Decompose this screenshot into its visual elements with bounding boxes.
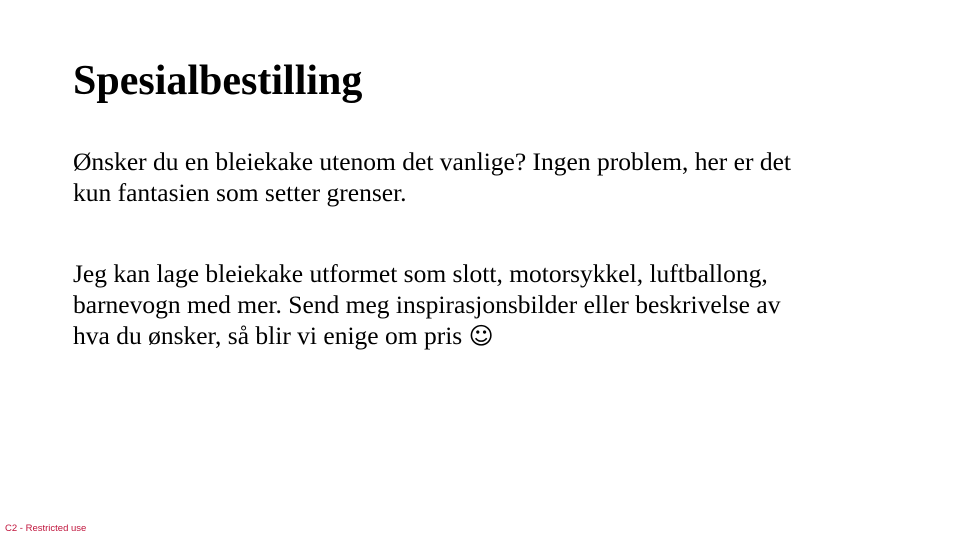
slide-body xyxy=(73,146,933,352)
paragraph-line: Ønsker du en bleiekake utenom det vanlige? Ingen problem, her er det xyxy=(73,147,791,176)
slide-title: Spesialbestilling xyxy=(73,58,363,104)
paragraph-details xyxy=(73,258,933,352)
paragraph-intro xyxy=(73,146,933,208)
paragraph-line: Jeg kan lage bleiekake utformet som slott, motorsykkel, luftballong, xyxy=(73,259,768,288)
paragraph-line xyxy=(73,320,933,352)
paragraph-line: kun fantasien som setter grenser. xyxy=(73,178,407,207)
paragraph-line-text: hva du ønsker, så blir vi enige om pris xyxy=(73,321,469,350)
classification-label: C2 - Restricted use xyxy=(5,523,87,534)
smiley-icon: ☺ xyxy=(468,322,494,350)
paragraph-line: barnevogn med mer. Send meg inspirasjonsbilder eller beskrivelse av xyxy=(73,290,781,319)
